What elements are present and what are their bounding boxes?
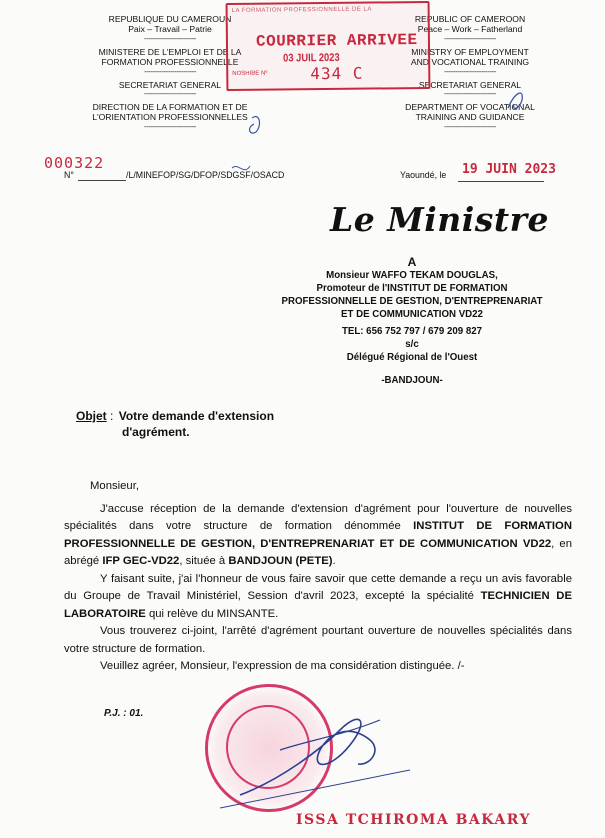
paragraph-3: Vous trouverez ci-joint, l'arrêté d'agrément pourtant ouverture de nouvelles spécialités dans votre structure de formation. <box>64 625 572 655</box>
stamp-date: 03 JUIL 2023 <box>283 51 340 65</box>
signature-mark <box>220 690 420 810</box>
separator: ------------------------ <box>144 121 196 131</box>
institute-location: BANDJOUN (PETE) <box>228 555 333 567</box>
p2-text-c: qui relève du MINSANTE. <box>145 607 279 620</box>
paragraph-1 <box>64 501 572 571</box>
recipient-institute: PROFESSIONNELLE DE GESTION, D'ENTREPRENARIAT <box>281 296 543 307</box>
motto-fr: Paix – Travail – Patrie <box>128 24 212 35</box>
recipient-city: -BANDJOUN- <box>381 375 443 386</box>
paragraph-2 <box>64 571 572 624</box>
separator: ------------------------ <box>444 121 496 131</box>
reference-number: 000322 <box>44 154 105 172</box>
department-en-2: TRAINING AND GUIDANCE <box>415 112 525 123</box>
stamp-number-label: NOSHIBE Nº <box>232 70 268 78</box>
excluded-specialty: TECHNICIEN DE LABORATOIRE <box>64 590 572 620</box>
reference-line <box>40 154 340 182</box>
stamp-title: COURRIER ARRIVEE <box>255 31 418 51</box>
separator: ------------------------ <box>144 33 196 43</box>
country-fr: REPUBLIQUE DU CAMEROUN <box>108 14 232 24</box>
paragraph-4: Veuillez agréer, Monsieur, l'expression de ma considération distinguée. /- <box>100 660 465 672</box>
letter-date: 19 JUIN 2023 <box>462 162 556 177</box>
recipient-block <box>262 256 562 387</box>
secretariat-fr: SECRETARIAT GENERAL <box>118 79 222 90</box>
ministry-fr-2: FORMATION PROFESSIONNELLE <box>101 57 239 68</box>
p1-text-c: , en abrégé <box>64 537 573 567</box>
direction-fr: DIRECTION DE LA FORMATION ET DE <box>92 102 248 113</box>
date-line <box>400 160 560 184</box>
p1-text-e: , située à <box>179 555 229 567</box>
reference-code: /L/MINEFOP/SG/DFOP/SDGSF/OSACD <box>126 170 285 180</box>
reference-underline <box>78 180 126 181</box>
pen-stroke-right <box>508 93 522 108</box>
subject-colon: : <box>110 409 114 423</box>
separator: ------------------------ <box>144 66 196 76</box>
separator: ------------------------ <box>444 66 496 76</box>
motto-en: Peace – Work – Fatherland <box>417 24 523 35</box>
recipient-institute-2: ET DE COMMUNICATION VD22 <box>341 309 483 320</box>
reference-prefix: N° <box>64 170 74 180</box>
attachment-note: P.J. : 01. <box>104 708 144 719</box>
date-underline <box>458 181 544 182</box>
stamp-number: 434 C <box>310 63 364 84</box>
subject-line1: Votre demande d'extension <box>118 409 275 423</box>
institute-abbrev: IFP GEC-VD22 <box>102 555 180 567</box>
ministry-fr: MINISTERE DE L'EMPLOI ET DE LA <box>98 46 242 57</box>
ministry-en: MINISTRY OF EMPLOYMENT <box>411 46 529 57</box>
letter-body <box>64 478 572 676</box>
p1-text-a: J'accuse réception de la demande d'extension d'agrément pour l'ouverture de nouvelles spécialités dans votre structure de formation dénommée <box>64 502 572 532</box>
separator: ------------------------ <box>144 89 196 99</box>
subject-block <box>76 408 336 440</box>
recipient-sc: s/c <box>405 339 419 350</box>
department-en: DEPARTMENT OF VOCATIONAL <box>405 102 535 113</box>
signature-stroke-2 <box>280 720 380 750</box>
separator: ------------------------ <box>444 33 496 43</box>
signatory-name: ISSA TCHIROMA BAKARY <box>296 812 531 828</box>
minister-title: Le Ministre <box>330 200 549 239</box>
subject-label: Objet <box>76 409 107 423</box>
recipient-delegue: Délégué Régional de l'Ouest <box>346 352 478 363</box>
recipient-a: A <box>407 255 417 269</box>
separator: ------------------------ <box>444 89 496 99</box>
secretariat-en: SECRETARIAT GENERAL <box>418 79 522 90</box>
signature-stroke-3 <box>220 770 410 808</box>
recipient-name: Monsieur WAFFO TEKAM DOUGLAS, <box>326 270 498 281</box>
date-place: Yaoundé, le <box>400 170 447 180</box>
direction-fr-2: L'ORIENTATION PROFESSIONNELLES <box>92 112 248 123</box>
country-en: REPUBLIC OF CAMEROON <box>414 14 526 24</box>
stamp-header-text: LA FORMATION PROFESSIONNELLE DE LA <box>231 6 372 15</box>
salutation: Monsieur, <box>90 480 139 492</box>
institute-name: INSTITUT DE FORMATION PROFESSIONNELLE DE GESTION, D'ENTREPRENARIAT ET DE COMMUNICATION VD22 <box>64 520 572 550</box>
recipient-tel: TEL: 656 752 797 / 679 209 827 <box>341 326 483 337</box>
ministry-en-2: AND VOCATIONAL TRAINING <box>410 57 530 68</box>
signature-stroke-1 <box>240 719 375 795</box>
subject-line2: d'agrément. <box>122 425 190 439</box>
p1-text-g: . <box>332 555 336 567</box>
recipient-role: Promoteur de l'INSTITUT DE FORMATION <box>316 283 508 294</box>
p2-text-a: Y faisant suite, j'ai l'honneur de vous faire savoir que cette demande a reçu un avis favorable du Groupe de Travail Ministériel, Session d'avril 2023, excepté la spécialité <box>64 572 572 602</box>
pen-stroke-left <box>250 117 260 134</box>
